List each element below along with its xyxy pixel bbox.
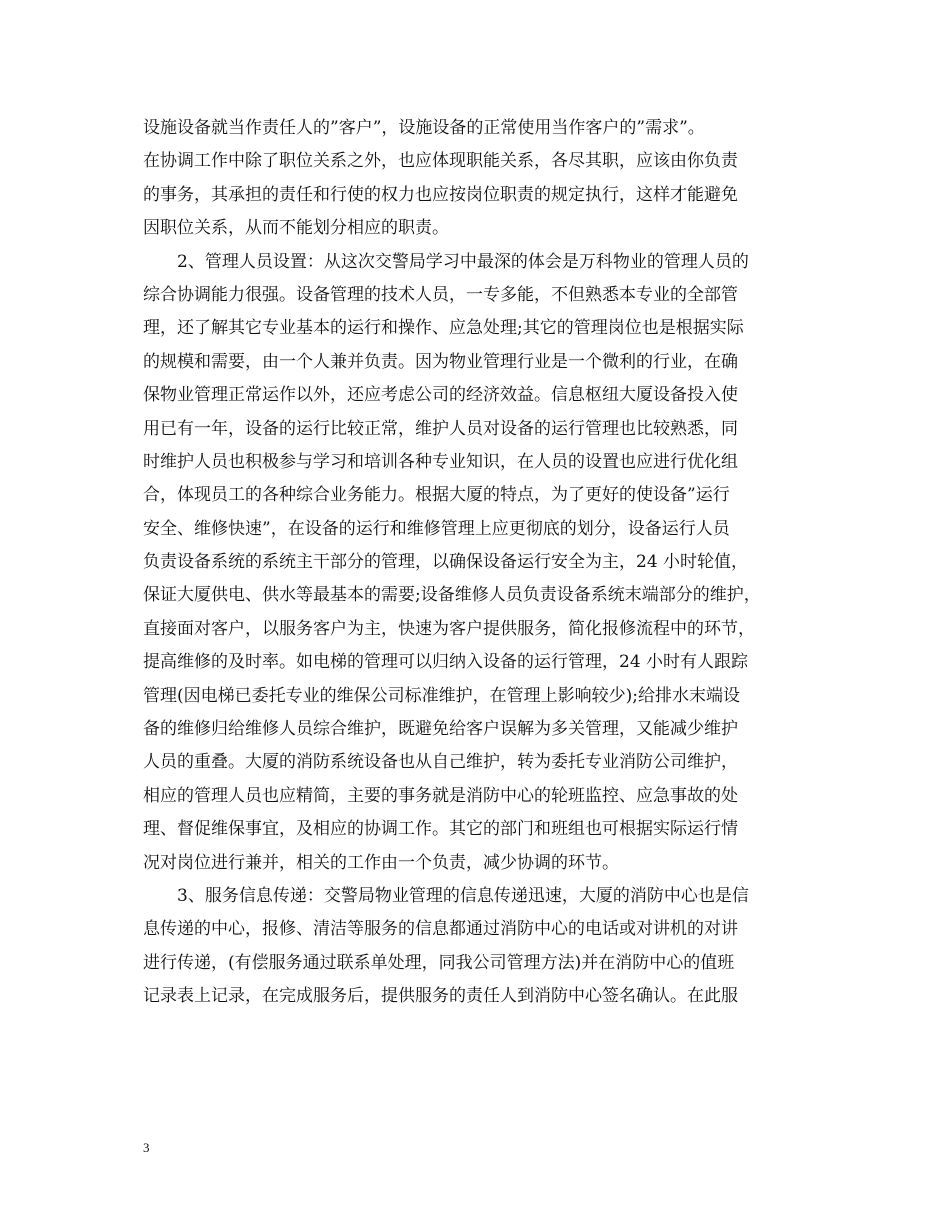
text-line: 况对岗位进行兼并，相关的工作由一个负责，减少协调的环节。 — [143, 852, 619, 873]
text-line: 时维护人员也积极参与学习和培训各种专业知识，在人员的设置也应进行优化组 — [143, 451, 738, 472]
text-line: 记录表上记录，在完成服务后，提供服务的责任人到消防中心签名确认。在此服 — [143, 986, 738, 1007]
text-line: 管理(因电梯已委托专业的维保公司标准维护，在管理上影响较少);给排水末端设 — [143, 685, 740, 706]
text-line: 合，体现员工的各种综合业务能力。根据大厦的特点，为了更好的使设备”运行 — [143, 485, 730, 506]
text-line: 在协调工作中除了职位关系之外，也应体现职能关系，各尽其职，应该由你负责 — [143, 151, 738, 172]
text-line: 人员的重叠。大厦的消防系统设备也从自己维护，转为委托专业消防公司维护， — [143, 752, 738, 773]
text-line: 设施设备就当作责任人的”客户”，设施设备的正常使用当作客户的”需求”。 — [143, 118, 705, 138]
text-line: 安全、维修快速”，在设备的运行和维修管理上应更彻底的划分，设备运行人员 — [143, 518, 730, 539]
text-line: 2、管理人员设置：从这次交警局学习中最深的体会是万科物业的管理人员的 — [143, 251, 749, 272]
body-text — [143, 112, 833, 1014]
text-line: 综合协调能力很强。设备管理的技术人员，一专多能，不但熟悉本专业的全部管 — [143, 284, 738, 305]
text-line: 的规模和需要，由一个人兼并负责。因为物业管理行业是一个微利的行业，在确 — [143, 351, 738, 372]
text-line: 理，还了解其它专业基本的运行和操作、应急处理;其它的管理岗位也是根据实际 — [143, 318, 744, 339]
text-line: 进行传递，(有偿服务通过联系单处理，同我公司管理方法)并在消防中心的值班 — [143, 952, 735, 973]
text-line: 用已有一年，设备的运行比较正常，维护人员对设备的运行管理也比较熟悉，同 — [143, 418, 738, 439]
text-line: 理、督促维保事宜，及相应的协调工作。其它的部门和班组也可根据实际运行情 — [143, 819, 738, 840]
text-line: 备的维修归给维修人员综合维护，既避免给客户误解为多关管理，又能减少维护 — [143, 719, 738, 740]
text-line: 保证大厦供电、供水等最基本的需要;设备维修人员负责设备系统末端部分的维护， — [143, 585, 761, 606]
text-line: 保物业管理正常运作以外，还应考虑公司的经济效益。信息枢纽大厦设备投入使 — [143, 385, 738, 406]
page-number: 3 — [143, 1140, 150, 1155]
text-line: 相应的管理人员也应精简，主要的事务就是消防中心的轮班监控、应急事故的处 — [143, 785, 738, 806]
text-line: 负责设备系统的系统主干部分的管理，以确保设备运行安全为主，24 小时轮值， — [143, 552, 749, 573]
text-line: 直接面对客户，以服务客户为主，快速为客户提供服务，简化报修流程中的环节， — [143, 618, 755, 639]
text-line: 因职位关系，从而不能划分相应的职责。 — [143, 218, 449, 239]
text-line: 息传递的中心，报修、清洁等服务的信息都通过消防中心的电话或对讲机的对讲 — [143, 919, 738, 940]
text-line: 3、服务信息传递：交警局物业管理的信息传递迅速，大厦的消防中心也是信 — [143, 885, 749, 906]
text-line: 的事务，其承担的责任和行使的权力也应按岗位职责的规定执行，这样才能避免 — [143, 184, 738, 205]
text-line: 提高维修的及时率。如电梯的管理可以归纳入设备的运行管理，24 小时有人跟踪 — [143, 652, 749, 673]
